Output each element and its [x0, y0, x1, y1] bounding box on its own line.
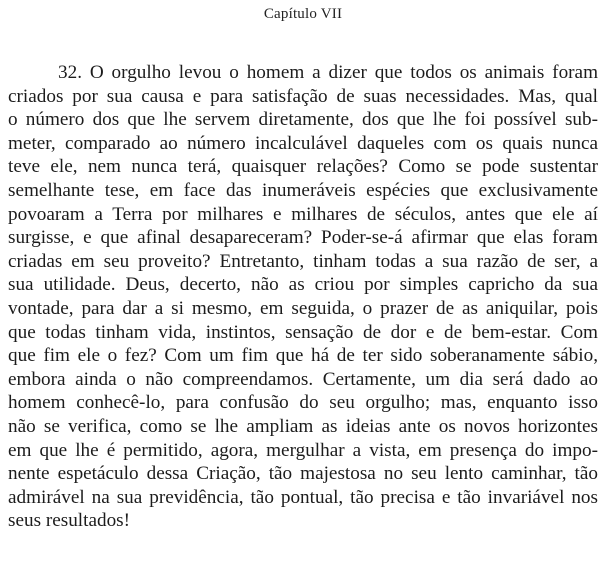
text-line-last: seus resultados! [8, 510, 131, 532]
text-line: vontade, para dar a si mesmo, em seguida, o prazer de as aniquilar, pois [8, 297, 598, 319]
text-line: homem conhecê-lo, para confusão do seu orgulho; mas, enquanto isso [8, 392, 598, 414]
text-line: semelhante tese, em face das inumeráveis espécies que exclusivamente [8, 179, 598, 201]
text-line: embora ainda o não compreendamos. Certamente, um dia será dado ao [8, 368, 598, 390]
text-line: em que lhe é permitido, agora, mergulhar a vista, em presença do impo- [8, 439, 598, 461]
chapter-header: Capítulo VII [263, 6, 343, 22]
text-line: nente espetáculo dessa Criação, tão majestosa no seu lento caminhar, tão [8, 463, 598, 485]
text-line: 32. O orgulho levou o homem a dizer que todos os animais foram [58, 62, 598, 83]
text-line: povoaram a Terra por milhares e milhares de séculos, antes que ele aí [8, 203, 598, 225]
text-line: o número dos que lhe servem diretamente, dos que lhe foi possível sub- [8, 109, 598, 131]
text-line: criadas em seu proveito? Entretanto, tinham todas a sua razão de ser, a [8, 250, 598, 272]
text-line: teve ele, nem nunca terá, quaisquer relações? Como se pode sustentar [8, 156, 598, 178]
text-line: que fim ele o fez? Com um fim que há de ter sido soberanamente sábio, [8, 345, 598, 367]
paragraph-32 [8, 61, 598, 533]
text-line: meter, comparado ao número incalculável daqueles com os quais nunca [8, 132, 598, 154]
text-line: sua utilidade. Deus, decerto, não as criou por simples capricho da sua [8, 274, 598, 296]
text-line: não se verifica, como se lhe ampliam as ideias ante os novos horizontes [8, 415, 598, 437]
text-line: que todas tinham vida, instintos, sensação de dor e de bem-estar. Com [8, 321, 598, 343]
text-line: surgisse, e que afinal desapareceram? Poder-se-á afirmar que elas foram [8, 227, 598, 249]
text-line: criados por sua causa e para satisfação de suas necessidades. Mas, qual [8, 85, 598, 107]
text-line: admirável na sua previdência, tão pontual, tão precisa e tão invariável nos [8, 486, 598, 508]
